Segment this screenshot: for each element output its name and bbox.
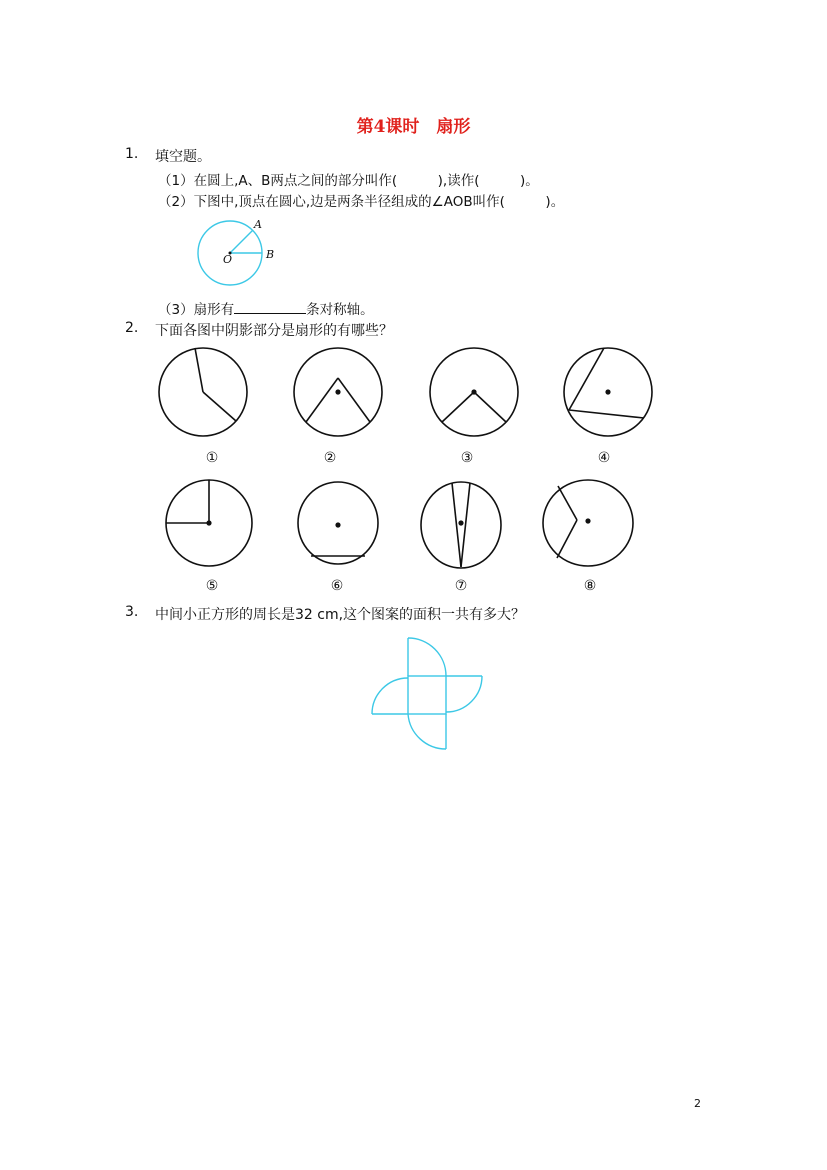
caption-5: ⑤ — [205, 578, 219, 594]
circle-figure-7 — [419, 480, 503, 570]
q1-circle-figure — [190, 212, 280, 292]
label-o: O — [223, 253, 233, 266]
caption-6: ⑥ — [330, 578, 344, 594]
circle-figure-6 — [296, 480, 380, 566]
q1-sub1: （1）在圆上,A、B两点之间的部分叫作( ),读作( )。 — [158, 173, 539, 189]
label-a: A — [254, 218, 262, 231]
q2-stem: 下面各图中阴影部分是扇形的有哪些？ — [155, 323, 393, 339]
q2-number: 2. — [125, 320, 139, 336]
q3-stem: 中间小正方形的周长是32 cm,这个图案的面积一共有多大？ — [155, 607, 526, 623]
circle-figure-5 — [164, 478, 254, 568]
q1-sub2: （2）下图中,顶点在圆心,边是两条半径组成的∠AOB叫作( )。 — [158, 194, 565, 210]
answer-blank[interactable] — [234, 301, 306, 314]
caption-2: ② — [323, 450, 337, 466]
caption-8: ⑧ — [583, 578, 597, 594]
caption-1: ① — [205, 450, 219, 466]
page-number: 2 — [694, 1097, 701, 1110]
q1-stem: 填空题。 — [155, 149, 211, 165]
pinwheel-figure — [370, 638, 484, 750]
q1-sub3-prefix: （3）扇形有 — [158, 302, 235, 318]
caption-4: ④ — [597, 450, 611, 466]
q1-sub3 — [158, 298, 374, 318]
label-b: B — [266, 248, 275, 261]
caption-3: ③ — [460, 450, 474, 466]
circle-figure-8 — [541, 478, 635, 568]
caption-7: ⑦ — [454, 578, 468, 594]
page-title: 第4课时 扇形 — [356, 117, 471, 137]
circle-figure-3 — [428, 346, 520, 438]
q1-number: 1. — [125, 146, 139, 162]
q1-sub3-suffix: 条对称轴。 — [306, 302, 374, 318]
circle-figure-4 — [562, 346, 654, 438]
q3-number: 3. — [125, 604, 139, 620]
circle-figure-2 — [292, 346, 384, 438]
circle-figure-1 — [157, 346, 249, 438]
